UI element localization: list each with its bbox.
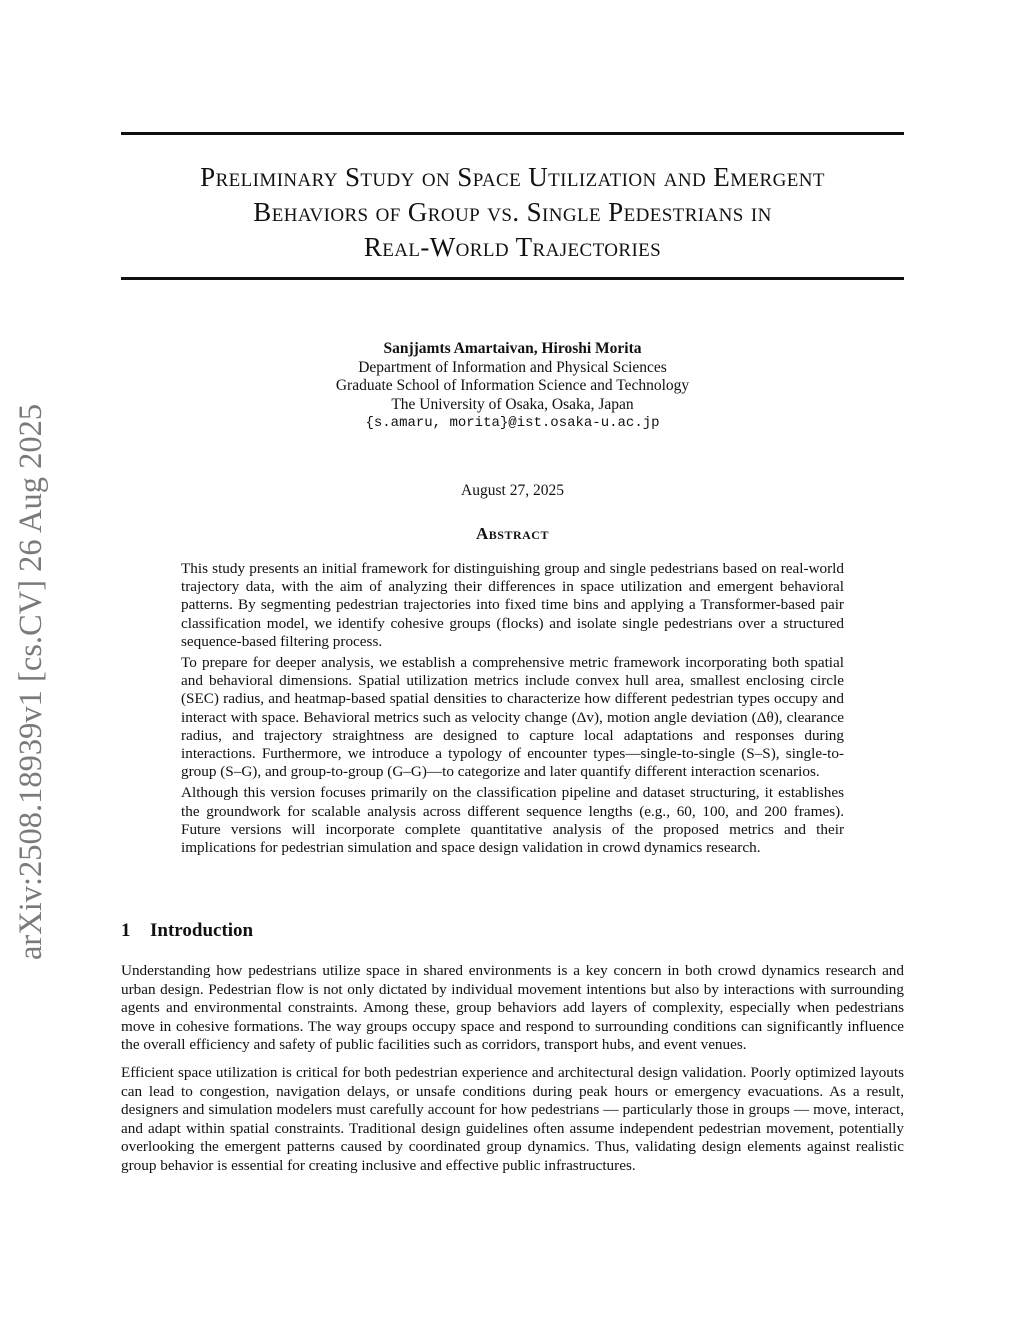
section-number: 1 [121,920,131,941]
author-block [121,340,904,433]
abstract-paragraph: Although this version focuses primarily on the classification pipeline and dataset structuring, it establishes the groundwork for scalable analysis across different sequence lengths (e.g., 60, 100, and 200 frames). Future versions will incorporate complete quantitative analysis of the proposed metrics and their implications for pedestrian simulation and space design validation in crowd dynamics research. [181,784,844,857]
abstract-body [181,560,844,860]
abstract-paragraph: This study presents an initial framework for distinguishing group and single pedestrians based on real-world trajectory data, with the aim of analyzing their differences in space utilization and emergent behavioral patterns. By segmenting pedestrian trajectories into fixed time bins and applying a Transformer-based pair classification model, we identify cohesive groups (flocks) and isolate single pedestrians over a structured sequence-based filtering process. [181,560,844,650]
arxiv-stamp: arXiv:2508.18939v1 [cs.CV] 26 Aug 2025 [13,403,49,960]
section-title: Introduction [150,920,254,941]
section-body [121,962,904,1185]
section-heading [121,920,253,942]
body-paragraph: Efficient space utilization is critical for both pedestrian experience and architectural design validation. Poorly optimized layouts can lead to congestion, navigation delays, or unsafe conditions during peak hours or emergency evacuations. As a result, designers and simulation modelers must carefully account for how pedestrians — particularly those in groups — move, interact, and adapt within spatial constraints. Traditional design guidelines often assume independent pedestrian movement, potentially overlooking the emergent patterns caused by coordinated group dynamics. Thus, validating design elements against realistic group behavior is essential for creating inclusive and effective public infrastructures. [121,1063,904,1174]
author-email: {s.amaru, morita}@ist.osaka-u.ac.jp [365,415,660,431]
title-line: Real-World Trajectories [363,232,662,262]
author-department: Department of Information and Physical Sciences [358,358,667,376]
author-university: The University of Osaka, Osaka, Japan [391,395,634,413]
title-rule-top [121,132,904,135]
author-school: Graduate School of Information Science and Technology [335,377,690,394]
title-line: Behaviors of Group vs. Single Pedestrians in [253,197,772,227]
title-rule-bottom [121,277,904,280]
paper-title [121,160,904,265]
body-paragraph: Understanding how pedestrians utilize space in shared environments is a key concern in both crowd dynamics research and urban design. Pedestrian flow is not only dictated by individual movement intentions but also by interactions with surrounding agents and environmental constraints. Among these, group behaviors add layers of complexity, especially when pedestrians move in cohesive formations. The way groups occupy space and respond to surrounding conditions can significantly influence the overall efficiency and safety of public facilities such as corridors, transport hubs, and event venues. [121,962,904,1054]
paper-date: August 27, 2025 [461,482,564,499]
author-names: Sanjjamts Amartaivan, Hiroshi Morita [383,340,642,357]
abstract-paragraph: To prepare for deeper analysis, we establish a comprehensive metric framework incorporating both spatial and behavioral dimensions. Spatial utilization metrics include convex hull area, smallest enclosing circle (SEC) radius, and heatmap-based spatial densities to characterize how different pedestrian types occupy and interact with space. Behavioral metrics such as velocity change (Δv), motion angle deviation (Δθ), clearance radius, and trajectory straightness are designed to capture local adaptations and responses during interactions. Furthermore, we introduce a typology of encounter types—single-to-single (S–S), single-to-group (S–G), and group-to-group (G–G)—to categorize and later quantify different interaction scenarios. [181,654,844,781]
title-line: Preliminary Study on Space Utilization and Emergent [200,162,825,192]
abstract-heading: Abstract [476,524,549,543]
